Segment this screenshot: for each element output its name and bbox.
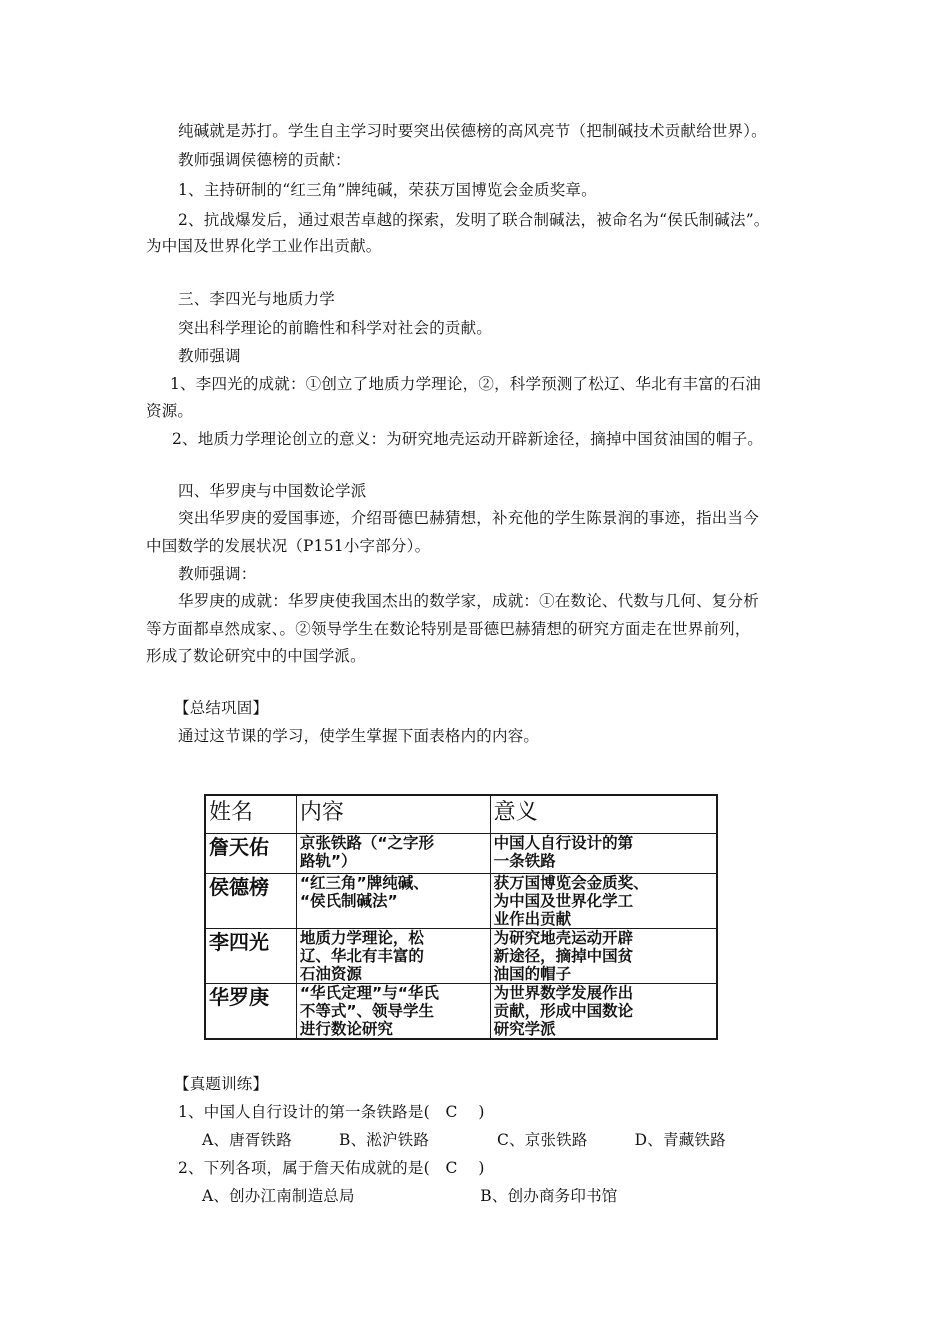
paragraph-line: 突出科学理论的前瞻性和科学对社会的贡献。 (178, 319, 493, 337)
paragraph-line: 通过这节课的学习，使学生掌握下面表格内的内容。 (178, 727, 540, 745)
question-text: 2、下列各项，属于詹天佑成就的是( C ) (178, 1159, 485, 1177)
summary-table (204, 794, 718, 1040)
list-item: 1、李四光的成就：①创立了地质力学理论，②，科学预测了松辽、华北有丰富的石油 (170, 375, 761, 393)
table-header-cell: 意义 (490, 795, 717, 833)
table-row (205, 873, 717, 928)
list-item: 2、抗战爆发后，通过艰苦卓越的探索，发明了联合制碱法，被命名为“侯氏制碱法”。 (178, 211, 770, 229)
section-heading: 【真题训练】 (174, 1075, 269, 1093)
table-row (205, 833, 717, 873)
table-cell-meaning: 为研究地壳运动开辟 新途径，摘掉中国贫 油国的帽子 (490, 928, 717, 983)
paragraph-line: 教师强调： (178, 565, 257, 583)
paragraph-line: 资源。 (146, 402, 194, 420)
table-header-cell: 姓名 (205, 795, 296, 833)
table-cell-content: “华氏定理”与“华氏 不等式”、领导学生 进行数论研究 (296, 983, 490, 1039)
paragraph-line: 中国数学的发展状况（P151小字部分）。 (146, 537, 431, 555)
list-item: 1、主持研制的“红三角”牌纯碱，荣获万国博览会金质奖章。 (178, 181, 597, 199)
question-options: A、创办江南制造总局 B、创办商务印书馆 (202, 1187, 618, 1205)
question-options: A、唐胥铁路 B、淞沪铁路 C、京张铁路 D、青藏铁路 (202, 1131, 726, 1149)
paragraph-line: 华罗庚的成就：华罗庚使我国杰出的数学家，成就：①在数论、代数与几何、复分析 (178, 592, 759, 610)
table-cell-name: 詹天佑 (205, 833, 296, 873)
section-heading: 三、李四光与地质力学 (178, 290, 336, 308)
table-row (205, 983, 717, 1039)
paragraph-line: 为中国及世界化学工业作出贡献。 (146, 237, 382, 255)
table-row (205, 928, 717, 983)
paragraph-line: 形成了数论研究中的中国学派。 (146, 647, 366, 665)
table-cell-name: 华罗庚 (205, 983, 296, 1039)
table-cell-content: “红三角”牌纯碱、 “侯氏制碱法” (296, 873, 490, 928)
paragraph-line: 教师强调侯德榜的贡献： (178, 151, 351, 169)
table-cell-meaning: 为世界数学发展作出 贡献，形成中国数论 研究学派 (490, 983, 717, 1039)
paragraph-line: 突出华罗庚的爱国事迹，介绍哥德巴赫猜想，补充他的学生陈景润的事迹，指出当今 (178, 509, 759, 527)
section-heading: 四、华罗庚与中国数论学派 (178, 482, 367, 500)
table-cell-name: 侯德榜 (205, 873, 296, 928)
question-text: 1、中国人自行设计的第一条铁路是( C ) (178, 1103, 485, 1121)
table-cell-content: 地质力学理论，松 辽、华北有丰富的 石油资源 (296, 928, 490, 983)
table-cell-name: 李四光 (205, 928, 296, 983)
table-header-row (205, 795, 717, 833)
paragraph-line: 等方面都卓然成家、。②领导学生在数论特别是哥德巴赫猜想的研究方面走在世界前列， (146, 620, 751, 638)
paragraph-line: 教师强调 (178, 347, 241, 365)
list-item: 2、地质力学理论创立的意义：为研究地壳运动开辟新途径，摘掉中国贫油国的帽子。 (172, 430, 763, 448)
paragraph-line: 纯碱就是苏打。学生自主学习时要突出侯德榜的高风亮节（把制碱技术贡献给世界）。 (178, 122, 767, 140)
table-cell-meaning: 中国人自行设计的第 一条铁路 (490, 833, 717, 873)
table-header-cell: 内容 (296, 795, 490, 833)
table-cell-meaning: 获万国博览会金质奖、 为中国及世界化学工 业作出贡献 (490, 873, 717, 928)
section-heading: 【总结巩固】 (174, 699, 269, 717)
table-cell-content: 京张铁路（“之字形 路轨”） (296, 833, 490, 873)
